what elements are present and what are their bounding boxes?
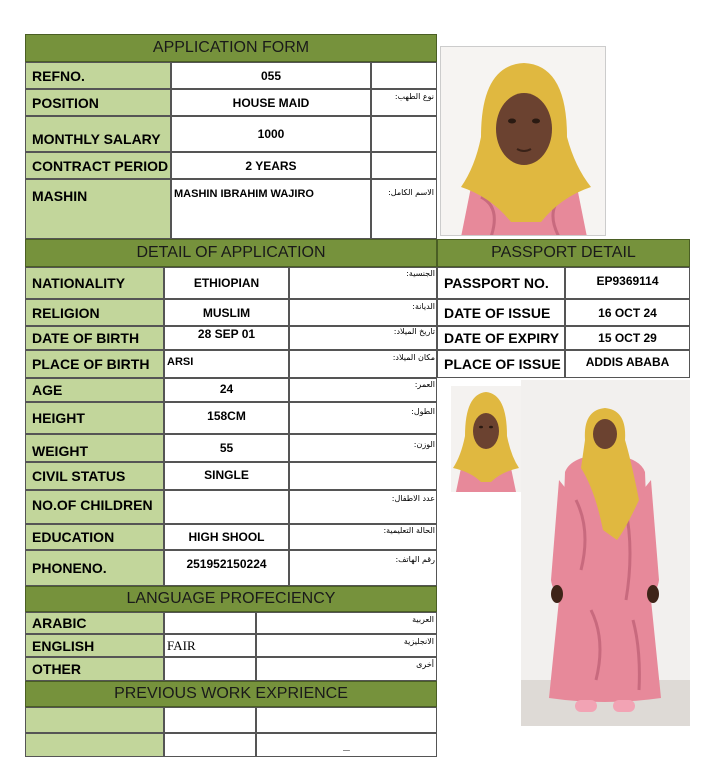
english-value: FAIR	[164, 634, 256, 657]
no-of-children-value	[164, 490, 289, 524]
applicant-full-body-photo	[521, 380, 690, 726]
religion-label: RELIGION	[25, 299, 164, 326]
other-label: OTHER	[25, 657, 164, 681]
detail-of-application-title: DETAIL OF APPLICATION	[25, 239, 437, 267]
nationality-value: ETHIOPIAN	[164, 267, 289, 299]
arabic-value	[164, 612, 256, 634]
contract-period-arabic	[371, 152, 437, 179]
arabic-label: ARABIC	[25, 612, 164, 634]
civil-status-blank	[289, 462, 437, 490]
mashin-arabic: الاسم الكامل:	[371, 179, 437, 239]
date-of-issue-value: 16 OCT 24	[565, 299, 690, 326]
contract-period-value: 2 YEARS	[171, 152, 371, 179]
english-arabic: الانجليزية	[256, 634, 437, 657]
refno-value: 055	[171, 62, 371, 89]
place-of-birth-label: PLACE OF BIRTH	[25, 350, 164, 378]
arabic-arabic: العربية	[256, 612, 437, 634]
date-of-birth-value: 28 SEP 01	[164, 326, 289, 350]
monthly-salary-value: 1000	[171, 116, 371, 152]
position-label: POSITION	[25, 89, 171, 116]
work-row-2-col3: _	[256, 733, 437, 757]
nationality-arabic: الجنسية:	[406, 269, 435, 278]
religion-value: MUSLIM	[164, 299, 289, 326]
other-arabic: أخرى	[256, 657, 437, 681]
religion-arabic: الديانة:	[412, 302, 435, 311]
previous-work-experience-title: PREVIOUS WORK EXPRIENCE	[25, 681, 437, 707]
mashin-label: MASHIN	[25, 179, 171, 239]
weight-label: WEIGHT	[25, 434, 164, 462]
education-value: HIGH SHOOL	[164, 524, 289, 550]
date-of-issue-label: DATE OF ISSUE	[437, 299, 565, 326]
civil-status-label: CIVIL STATUS	[25, 462, 164, 490]
weight-value: 55	[164, 434, 289, 462]
age-arabic: العمر:	[414, 380, 435, 389]
application-form-title: APPLICATION FORM	[25, 34, 437, 62]
place-of-birth-value: ARSI	[164, 350, 289, 378]
refno-label: REFNO.	[25, 62, 171, 89]
refno-arabic	[371, 62, 437, 89]
passport-no-value: EP9369114	[565, 267, 690, 299]
phone-no-arabic: رقم الهاتف:	[395, 555, 435, 564]
work-row-1-label	[25, 707, 164, 733]
height-label: HEIGHT	[25, 402, 164, 434]
age-label: AGE	[25, 378, 164, 402]
applicant-portrait-photo	[440, 46, 606, 236]
position-arabic: نوع الطهب:	[371, 89, 437, 116]
applicant-headshot-photo	[451, 386, 521, 492]
height-value: 158CM	[164, 402, 289, 434]
education-arabic: الحالة التعليمية:	[383, 526, 435, 535]
date-of-expiry-value: 15 OCT 29	[565, 326, 690, 350]
phone-no-label: PHONENO.	[25, 550, 164, 586]
height-arabic: الطول:	[411, 407, 435, 416]
age-value: 24	[164, 378, 289, 402]
language-proficiency-title: LANGUAGE PROFECIENCY	[25, 586, 437, 612]
passport-no-label: PASSPORT NO.	[437, 267, 565, 299]
passport-detail-title: PASSPORT DETAIL	[437, 239, 690, 267]
place-of-issue-label: PLACE OF ISSUE	[437, 350, 565, 378]
place-of-birth-arabic: مكان الميلاد:	[392, 353, 435, 362]
no-of-children-label: NO.OF CHILDREN	[25, 490, 164, 524]
contract-period-label: CONTRACT PERIOD	[25, 152, 171, 179]
date-of-birth-arabic: تاريخ الميلاد:	[393, 327, 435, 336]
phone-no-value: 251952150224	[164, 550, 289, 586]
english-label: ENGLISH	[25, 634, 164, 657]
work-row-1-col3	[256, 707, 437, 733]
position-value: HOUSE MAID	[171, 89, 371, 116]
date-of-birth-label: DATE OF BIRTH	[25, 326, 164, 350]
mashin-value: MASHIN IBRAHIM WAJIRO	[171, 179, 371, 239]
place-of-issue-value: ADDIS ABABA	[565, 350, 690, 378]
monthly-salary-label: MONTHLY SALARY	[25, 116, 171, 152]
civil-status-value: SINGLE	[164, 462, 289, 490]
weight-arabic: الوزن:	[413, 440, 435, 449]
date-of-expiry-label: DATE OF EXPIRY	[437, 326, 565, 350]
education-label: EDUCATION	[25, 524, 164, 550]
work-row-1-col2	[164, 707, 256, 733]
monthly-salary-arabic	[371, 116, 437, 152]
work-row-2-label	[25, 733, 164, 757]
no-of-children-arabic: عدد الاطفال:	[391, 494, 435, 503]
work-row-2-col2	[164, 733, 256, 757]
nationality-label: NATIONALITY	[25, 267, 164, 299]
other-value	[164, 657, 256, 681]
